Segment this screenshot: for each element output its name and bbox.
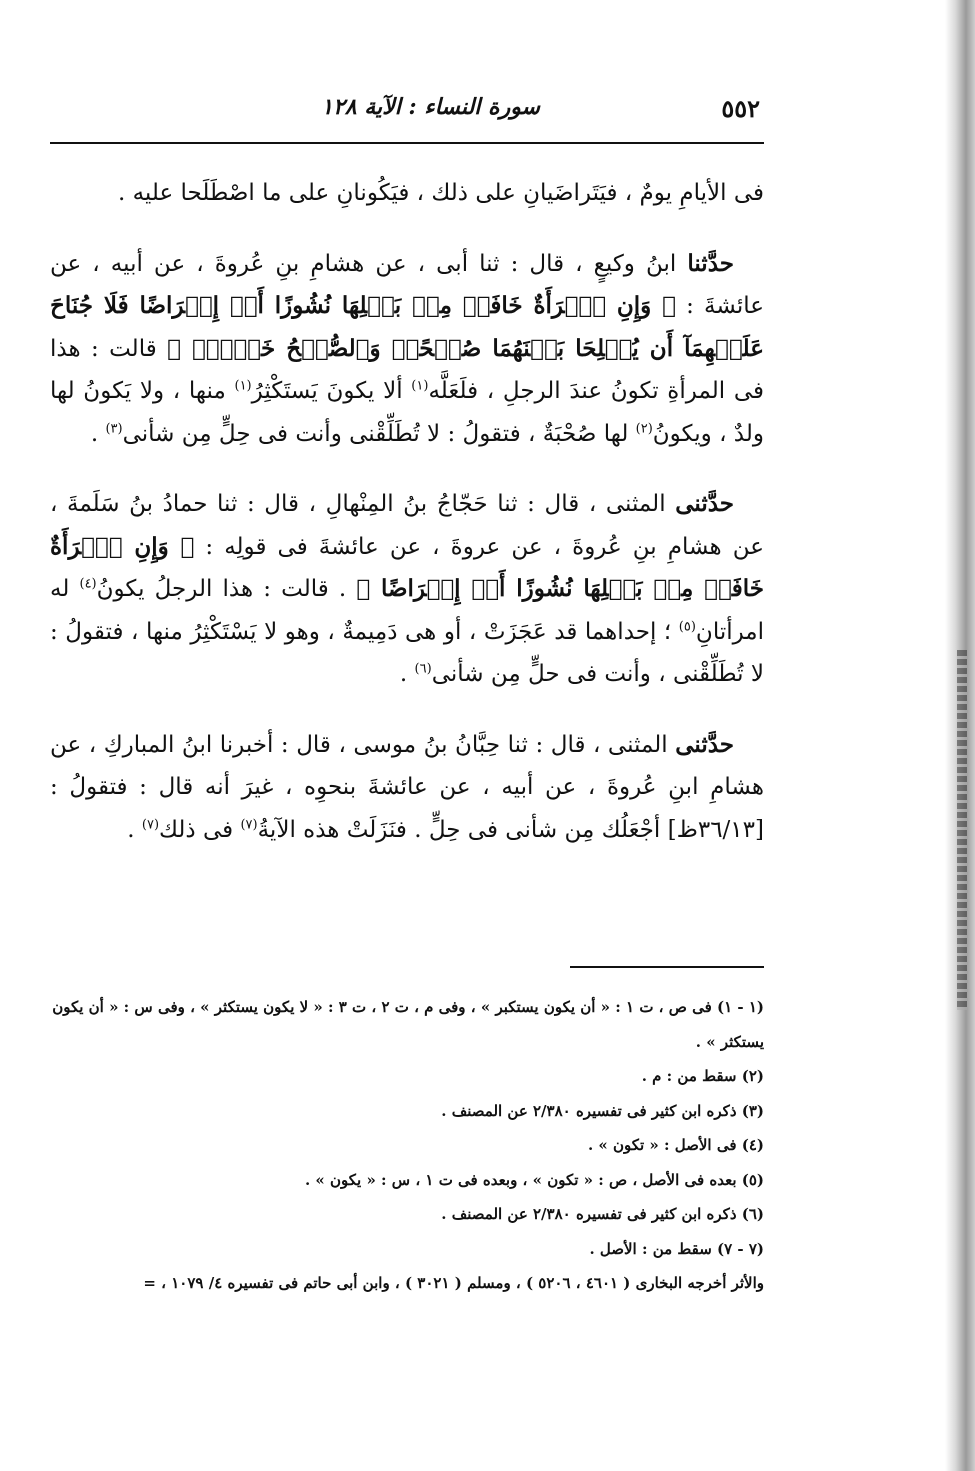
footnote-ref: (٥) (678, 618, 696, 634)
footnote-continuation: والأثر أخرجه البخارى ( ٤٦٠١ ، ٥٢٠٦ ) ، ومسلم ( ٣٠٢١ ) ، وابن أبى حاتم فى تفسيره ٤/ ١٠٧٩ ، = (143, 1274, 764, 1292)
matn-text: ؛ إحداهما قد عَجَزَتْ ، أو هى دَمِيمةٌ ، وهو لا يَسْتَكْثِرُ منها ، فتقولُ : لا تُطَلِّقْنى ، وأنت فى حلٍّ مِن شأنى (50, 618, 764, 687)
header-rule (50, 142, 764, 144)
paragraph-text: فى الأيامِ يومٌ ، فيَتَراضَيانِ على ذلك ، فيَكُونانِ على ما اصْطَلَحا عليه . (117, 180, 764, 206)
footnote-item: (٤) فى الأصل : « تكون » . (587, 1136, 764, 1154)
footnote-ref: (٧) (240, 816, 258, 832)
footnote-item: (٦) ذكره ابن كثير فى تفسيره ٢/٣٨٠ عن المصنف . (441, 1205, 764, 1223)
matn-text: . (399, 661, 408, 687)
isnad-text: المثنى ، قال : ثنا حَجّاجُ بنُ المِنْهالِ ، قال : ثنا حمادُ بنُ سَلَمةَ ، عن هشامِ بنِ عُروةَ ، عن عروةَ ، عن عائشةَ فى قولِه : (50, 491, 764, 560)
footnote-ref: (٢) (635, 420, 653, 436)
quran-quote: ﴿ وَإِنِ ٱمۡرَأَةٌ خَافَتۡ مِنۢ بَعۡلِهَا نُشُوزًا أَوۡ إِعۡرَاضًا فَلَا جُنَاحَ عَلَيۡهِمَآ أَن يُصۡلِحَا بَيۡنَهُمَا صُلۡحًاۚ وَٱلصُّلۡحُ خَيۡرٞۗ ﴾ (50, 292, 765, 362)
footnote-item: (٢) سقط من : م . (641, 1067, 764, 1085)
narration-lead: حدَّثنى (675, 490, 735, 517)
footnote-item: (٧ - ٧) سقط من : الأصل . (589, 1239, 764, 1258)
isnad-text: ابنُ وكيعٍ ، قال : ثنا أبى ، عن هشامِ بنِ عُروةَ ، عن أبيه ، عن عائشةَ : (50, 250, 765, 319)
paragraph-continuation (50, 172, 764, 215)
matn-text: . (127, 816, 135, 843)
matn-text: لها صُحْبَةٌ ، فتقولُ : لا تُطَلِّقْنى وأنت فى حِلٍّ مِن شأنى (122, 420, 629, 447)
footnote-ref: (٣) (105, 420, 123, 436)
matn-text: . قالت : هذا الرجلُ يكونُ (96, 576, 347, 602)
matn-text: له امرأتانِ (50, 576, 765, 645)
paragraph-narration-3 (50, 724, 764, 852)
paragraph-narration-1 (50, 243, 764, 456)
footnote-ref: (١) (234, 378, 252, 394)
paragraph-narration-2 (50, 483, 764, 696)
footnotes-rule (570, 966, 764, 968)
matn-text: ألا يكونَ يَستَكْثِرُ (251, 378, 403, 404)
footnote-item: (٣) ذكره ابن كثير فى تفسيره ٢/٣٨٠ عن المصنف . (441, 1101, 764, 1120)
matn-text: فى ذلك (159, 816, 234, 843)
running-title: سورة النساء : الآية ١٢٨ (321, 94, 540, 120)
footnote-item: (٥) بعده فى الأصل ، ص : « تكون » ، وبعده فى ت ١ ، س : « يكون » . (304, 1170, 764, 1189)
narration-lead: حدَّثنى (675, 730, 735, 758)
page-number: ٥٥٢ (721, 94, 760, 123)
narration-lead: حدَّثنا (687, 249, 734, 277)
quran-quote: ﴿ وَإِنِ ٱمۡرَأَةٌ خَافَتۡ مِنۢ بَعۡلِهَا نُشُوزًا أَوۡ إِعۡرَاضًا ﴾ (50, 532, 765, 602)
library-stamp-strip (957, 650, 967, 1010)
footnotes (50, 990, 764, 1301)
isnad-text: المثنى ، قال : ثنا حِبَّانُ بنُ موسى ، قال : أخبرنا ابنُ المباركِ ، عن هشامِ ابنِ عُروةَ ، عن أبيه ، عن عائشةَ بنحوِه ، غيرَ أنه قال : فتقولُ : [٣٦/١٣ظ] أجْعَلُك مِن شأنى فى حِلٍّ . فنَزَلَتْ هذه الآيةُ (50, 731, 764, 843)
footnote-ref: (٦) (414, 661, 432, 677)
binding-edge (945, 0, 975, 1471)
footnote-ref: (١) (411, 378, 429, 394)
page-header (50, 88, 760, 132)
matn-text: منها ، ولا يَكونُ لها ولدٌ ، ويكونُ (50, 378, 764, 447)
matn-text: . (90, 420, 99, 447)
footnote-ref: (٧) (141, 816, 160, 832)
matn-text: قالت : هذا فى المرأةِ تكونُ عندَ الرجلِ ، فلَعَلَّه (50, 335, 764, 404)
footnote-item: (١ - ١) فى ص ، ت ١ : « أن يكون يستكبر » ، وفى م ، ت ٢ ، ت ٣ : « لا يكون يستكثر » ، وفى س : « أن يكون يستكثر » . (52, 998, 764, 1051)
footnote-ref: (٤) (79, 576, 97, 592)
main-text (50, 172, 764, 879)
